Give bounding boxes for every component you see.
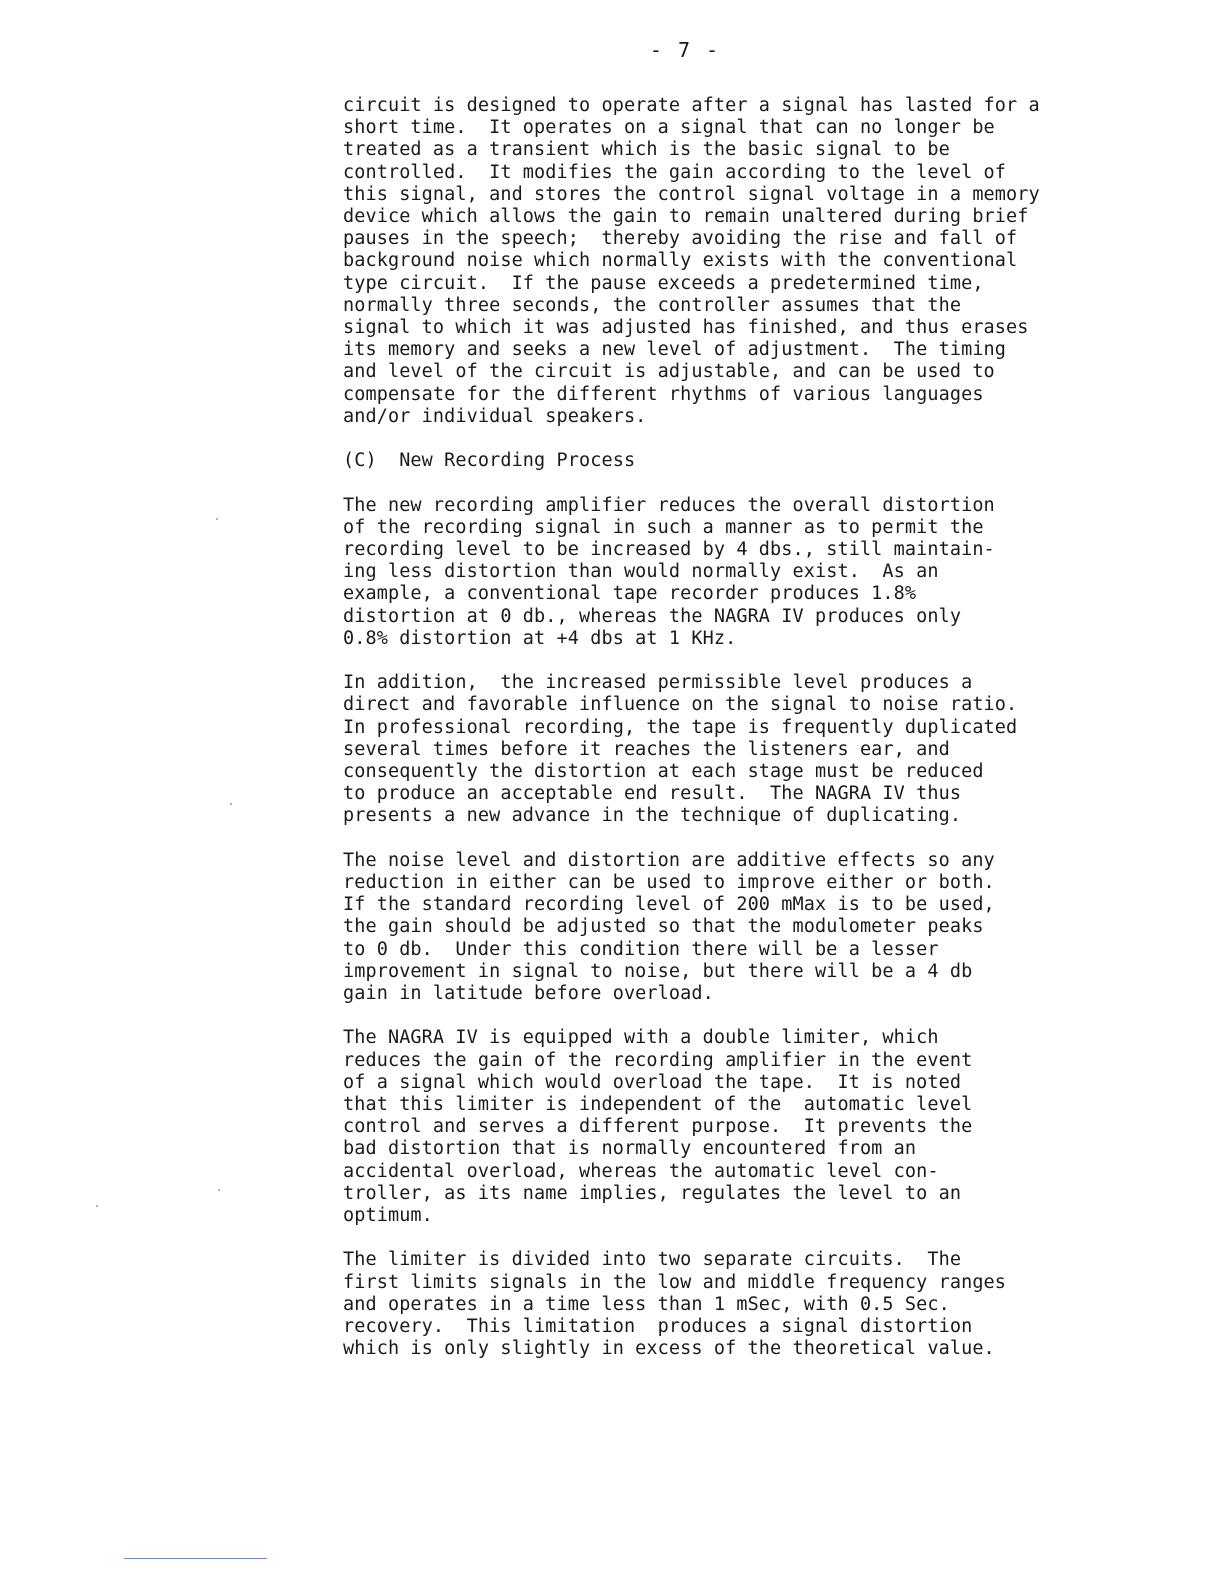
text-line: ing less distortion than would normally exist. As an: [343, 561, 939, 583]
text-line: background noise which normally exists with the conventional: [343, 250, 1018, 272]
text-line: accidental overload, whereas the automatic level con-: [343, 1160, 939, 1182]
text-line: If the standard recording level of 200 mMax is to be used,: [343, 894, 995, 916]
text-line: to produce an acceptable end result. The NAGRA IV thus: [343, 783, 962, 805]
text-line: this signal, and stores the control signal voltage in a memory: [343, 183, 1040, 205]
scan-speck: [230, 803, 232, 805]
text-line: first limits signals in the low and middle frequency ranges: [343, 1271, 1007, 1293]
text-line: normally three seconds, the controller assumes that the: [343, 294, 962, 316]
text-line: device which allows the gain to remain unaltered during brief: [343, 206, 1029, 228]
text-line: of the recording signal in such a manner as to permit the: [343, 516, 984, 538]
text-line: and operates in a time less than 1 mSec, with 0.5 Sec.: [343, 1293, 950, 1315]
text-line: gain in latitude before overload.: [343, 983, 714, 1005]
text-line: The new recording amplifier reduces the overall distortion: [343, 494, 995, 516]
text-line: treated as a transient which is the basic signal to be: [343, 139, 950, 161]
text-line: The NAGRA IV is equipped with a double limiter, which: [343, 1027, 939, 1049]
text-line: control and serves a different purpose. It prevents the: [343, 1116, 973, 1138]
text-line: circuit is designed to operate after a signal has lasted for a: [343, 95, 1040, 116]
paragraph-2: [343, 495, 1023, 650]
text-line: bad distortion that is normally encountered from an: [343, 1138, 917, 1160]
text-line: In professional recording, the tape is frequently duplicated: [343, 716, 1018, 738]
text-line: signal to which it was adjusted has finished, and thus erases: [343, 317, 1029, 339]
text-line: The limiter is divided into two separate circuits. The: [343, 1249, 962, 1271]
text-line: presents a new advance in the technique of duplicating.: [343, 805, 962, 827]
text-line: and level of the circuit is adjustable, and can be used to: [343, 361, 995, 383]
text-line: reduces the gain of the recording amplifier in the event: [343, 1049, 973, 1071]
text-line: of a signal which would overload the tape. It is noted: [343, 1071, 962, 1093]
text-line: controlled. It modifies the gain according to the level of: [343, 161, 1007, 183]
scan-speck: [96, 1205, 98, 1207]
text-line: compensate for the different rhythms of various languages: [343, 383, 984, 405]
scan-speck: [218, 1189, 220, 1191]
text-line: and/or individual speakers.: [343, 405, 647, 427]
section-heading: [343, 450, 1023, 472]
text-line: pauses in the speech; thereby avoiding the rise and fall of: [343, 228, 1018, 250]
text-line: the gain should be adjusted so that the modulometer peaks: [343, 916, 984, 938]
text-line: direct and favorable influence on the signal to noise ratio.: [343, 694, 1018, 716]
text-line: optimum.: [343, 1205, 433, 1227]
scan-speck: [216, 518, 218, 520]
footnote-rule: [124, 1558, 267, 1559]
text-line: which is only slightly in excess of the theoretical value.: [343, 1338, 995, 1360]
paragraph-6: [343, 1249, 1023, 1360]
text-line: example, a conventional tape recorder produces 1.8%: [343, 583, 917, 605]
text-line: type circuit. If the pause exceeds a predetermined time,: [343, 272, 984, 294]
text-line: improvement in signal to noise, but there will be a 4 db: [343, 960, 973, 982]
text-line: recording level to be increased by 4 dbs., still maintain-: [343, 539, 995, 561]
text-line: 0.8% distortion at +4 dbs at 1 KHz.: [343, 627, 737, 649]
document-body: [343, 95, 1040, 1383]
text-line: troller, as its name implies, regulates the level to an: [343, 1182, 962, 1204]
text-line: several times before it reaches the listeners ear, and: [343, 738, 950, 760]
text-line: reduction in either can be used to improve either or both.: [343, 872, 995, 894]
paragraph-5: [343, 1027, 1023, 1227]
paragraph-1: [343, 95, 1040, 428]
text-line: In addition, the increased permissible level produces a: [343, 672, 973, 694]
text-line: short time. It operates on a signal that can no longer be: [343, 117, 995, 139]
section-heading-text: (C) New Recording Process: [343, 450, 636, 472]
paragraph-3: [343, 672, 1023, 827]
paragraph-4: [343, 850, 1023, 1005]
text-line: distortion at 0 db., whereas the NAGRA IV produces only: [343, 605, 962, 627]
text-line: to 0 db. Under this condition there will be a lesser: [343, 938, 939, 960]
text-line: The noise level and distortion are additive effects so any: [343, 849, 995, 871]
text-line: that this limiter is independent of the automatic level: [343, 1094, 973, 1116]
page-number: - 7 -: [649, 38, 721, 62]
text-line: recovery. This limitation produces a signal distortion: [343, 1316, 973, 1338]
text-line: consequently the distortion at each stage must be reduced: [343, 761, 984, 783]
text-line: its memory and seeks a new level of adjustment. The timing: [343, 339, 1007, 361]
